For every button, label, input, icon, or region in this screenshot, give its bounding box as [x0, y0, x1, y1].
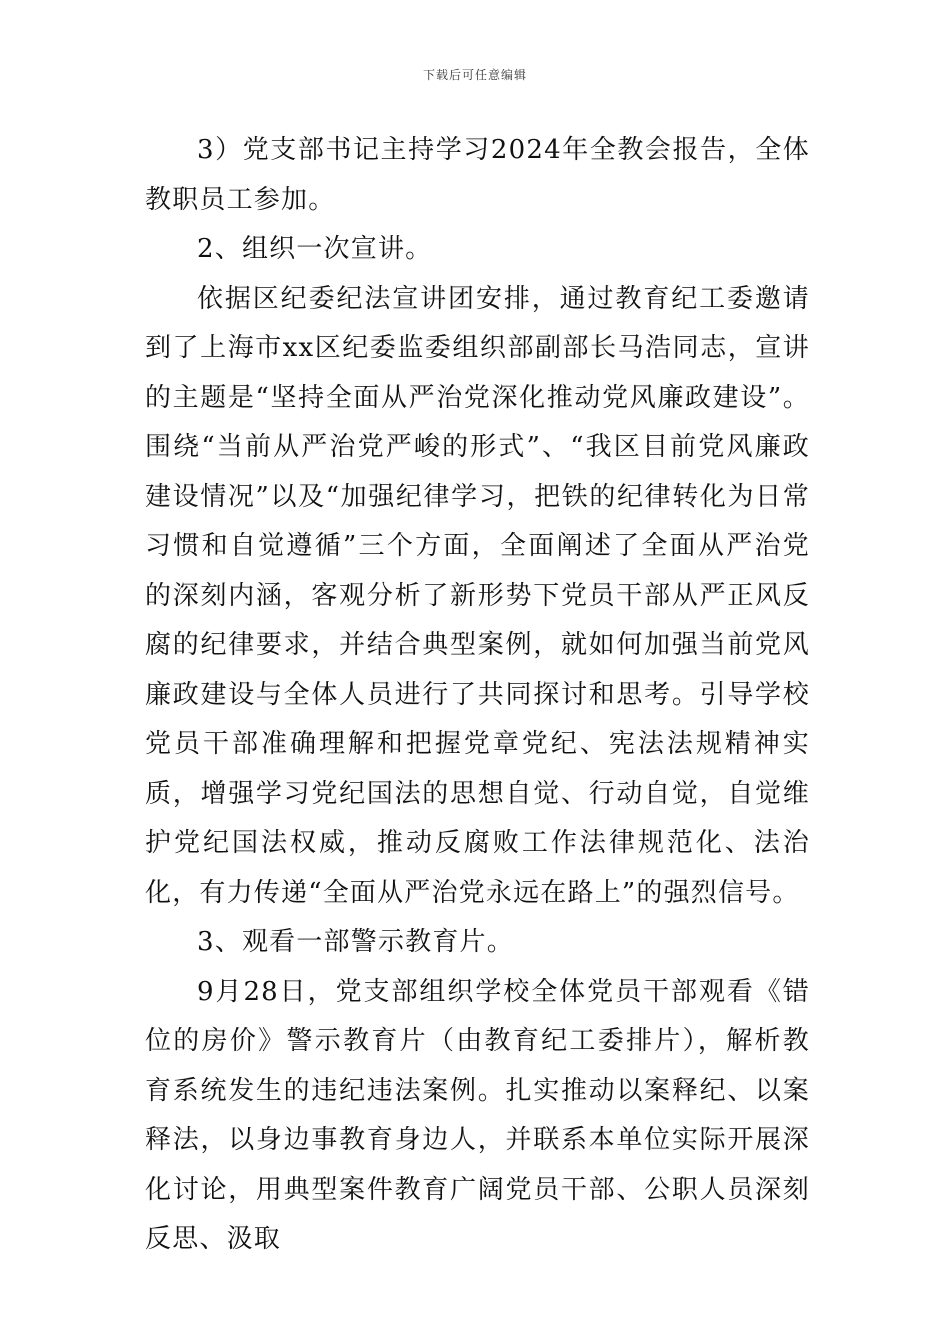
paragraph-warning-film-details: 9月28日，党支部组织学校全体党员干部观看《错位的房价》警示教育片（由教育纪工委排片），解析教育系统发生的违纪违法案例。扎实推动以案释纪、以案释法，以身边事教育身边人，并联系本单位实际开展深化讨论，用典型案件教育广阔党员干部、公职人员深刻反思、汲取 [145, 976, 810, 1254]
document-body [145, 126, 810, 1265]
paragraph-staff-study: 3）党支部书记主持学习2024年全教会报告，全体教职员工参加。 [145, 135, 810, 215]
section-heading-lecture: 2、组织一次宣讲。 [197, 234, 433, 264]
paragraph-lecture-details: 依据区纪委纪法宣讲团安排，通过教育纪工委邀请到了上海市xx区纪委监委组织部副部长马浩同志，宣讲的主题是“坚持全面从严治党深化推动党风廉政建设”。围绕“当前从严治党严峻的形式”、“我区目前党风廉政建设情况”以及“加强纪律学习，把铁的纪律转化为日常习惯和自觉遵循”三个方面，全面阐述了全面从严治党的深刻内涵，客观分析了新形势下党员干部从严正风反腐的纪律要求，并结合典型案例，就如何加强当前党风廉政建设与全体人员进行了共同探讨和思考。引导学校党员干部准确理解和把握党章党纪、宪法法规精神实质，增强学习党纪国法的思想自觉、行动自觉，自觉维护党纪国法权威，推动反腐败工作法律规范化、法治化，有力传递“全面从严治党永远在路上”的强烈信号。 [145, 283, 810, 908]
section-heading-warning-film: 3、观看一部警示教育片。 [197, 927, 514, 957]
header-note: 下载后可任意编辑 [422, 68, 527, 82]
